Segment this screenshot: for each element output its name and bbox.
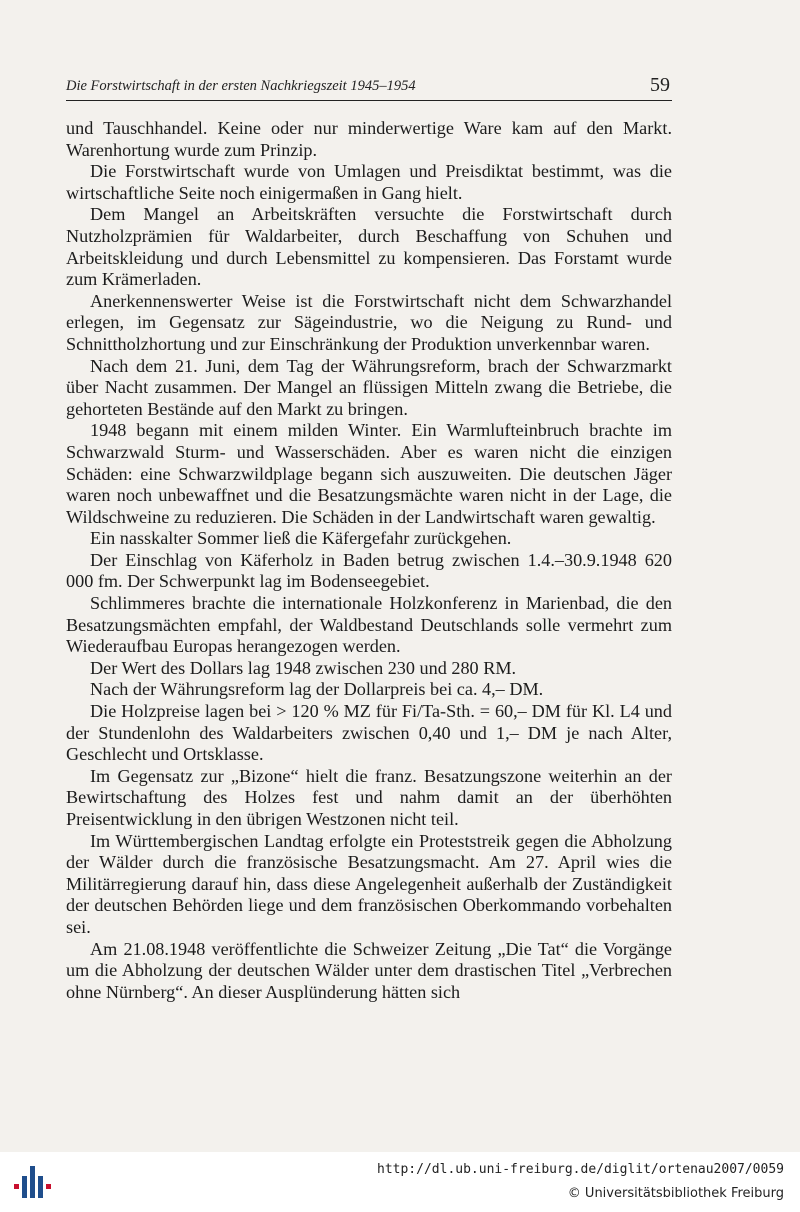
paragraph: Im Württembergischen Landtag erfolgte ein Proteststreik gegen die Abholzung der Wälder durch die französische Besatzungsmacht. Am 27. April wies die Militärregierung darauf hin, dass diese Angelegenheit außerhalb der Zuständigkeit der deutschen Behörden liege und dem französischen Oberkommando vorbehalten sei. [66,830,672,937]
library-footer [0,1152,800,1212]
page-number: 59 [650,74,670,96]
paragraph: und Tauschhandel. Keine oder nur minderwertige Ware kam auf den Markt. Warenhortung wurde zum Prinzip. [66,118,672,160]
running-title: Die Forstwirtschaft in der ersten Nachkriegszeit 1945–1954 [66,78,416,94]
paragraph: Ein nasskalter Sommer ließ die Käfergefahr zurückgehen. [90,528,512,549]
body-text [66,118,672,1003]
paragraph: Nach der Währungsreform lag der Dollarpreis bei ca. 4,– DM. [90,679,544,700]
paragraph: Der Einschlag von Käferholz in Baden betrug zwischen 1.4.–30.9.1948 620 000 fm. Der Schwerpunkt lag im Bodenseegebiet. [66,549,672,592]
paragraph: Die Forstwirtschaft wurde von Umlagen und Preisdiktat bestimmt, was die wirtschaftliche Seite noch einigermaßen in Gang hielt. [66,161,672,203]
paragraph: Am 21.08.1948 veröffentlichte die Schweizer Zeitung „Die Tat“ die Vorgänge um die Abholzung der deutschen Wälder unter dem drastischen Titel „Verbrechen ohne Nürnberg“. An dieser Ausplünderung hätten sich [66,938,672,1002]
paragraph: 1948 begann mit einem milden Winter. Ein Warmlufteinbruch brachte im Schwarzwald Sturm- und Wasserschäden. Aber es waren nicht die einzigen Schäden: eine Schwarzwildplage begann sich auszuweiten. Die deutschen Jäger waren noch unbewaffnet und die Besatzungsmächte waren nicht in der Lage, die Wildschweine zu reduzieren. Die Schäden in der Landwirtschaft waren gewaltig. [66,420,672,527]
paragraph: Dem Mangel an Arbeitskräften versuchte die Forstwirtschaft durch Nutzholzprämien für Waldarbeiter, durch Beschaffung von Schuhen und Arbeitskleidung und durch Lebensmittel zu kompensieren. Das Forstamt wurde zum Krämerladen. [66,204,672,290]
paragraph: Der Wert des Dollars lag 1948 zwischen 230 und 280 RM. [90,657,517,678]
paragraph: Im Gegensatz zur „Bizone“ hielt die franz. Besatzungszone weiterhin an der Bewirtschaftung des Holzes fest und nahm damit an der überhöhten Preisentwicklung in den übrigen Westzonen nicht teil. [66,765,672,829]
permalink-url[interactable]: http://dl.ub.uni-freiburg.de/diglit/ortenau2007/0059 [377,1162,784,1177]
paragraph: Die Holzpreise lagen bei > 120 % MZ für Fi/Ta-Sth. = 60,– DM für Kl. L4 und der Stundenlohn des Waldarbeiters zwischen 0,40 und 1,– DM je nach Alter, Geschlecht und Ortsklasse. [66,701,672,765]
copyright-notice: © Universitätsbibliothek Freiburg [567,1186,784,1201]
paragraph: Schlimmeres brachte die internationale Holzkonferenz in Marienbad, die den Besatzungsmächten empfahl, der Waldbestand Deutschlands solle vermehrt zum Wiederaufbau Europas herangezogen werden. [66,593,672,657]
running-header [66,74,672,101]
ub-freiburg-logo-icon [12,1162,52,1202]
paragraph: Nach dem 21. Juni, dem Tag der Währungsreform, brach der Schwarzmarkt über Nacht zusammen. Der Mangel an flüssigen Mitteln zwang die Betriebe, die gehorteten Bestände auf den Markt zu bringen. [66,355,672,419]
paragraph: Anerkennenswerter Weise ist die Forstwirtschaft nicht dem Schwarzhandel erlegen, im Gegensatz zur Sägeindustrie, wo die Neigung zu Rund- und Schnittholzhortung und zur Einschränkung der Produktion unverkennbar waren. [66,290,672,354]
